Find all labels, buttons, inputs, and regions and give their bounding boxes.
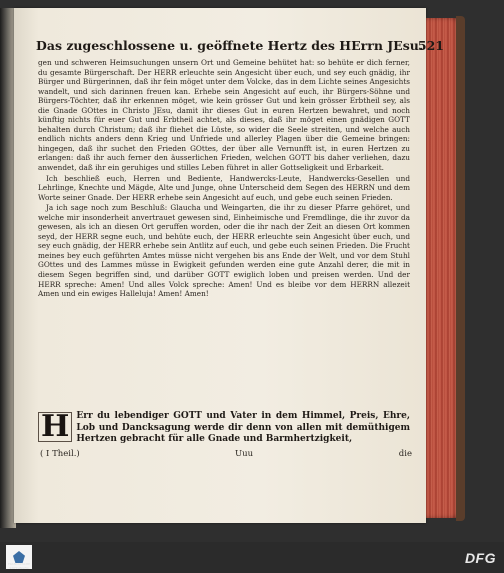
prayer-text: Err du lebendiger GOTT und Vater in dem Himmel, Preis, Ehre, Lob und Dancksagung werde dir denn von allen mit demüthigem Hertzen gebracht für alle Gnade und Barmhertzigkeit, [76, 411, 410, 444]
decorated-initial: H [38, 412, 72, 442]
catchword: die [398, 449, 412, 459]
paragraph: gen und schweren Heimsuchungen unsern Ort und Gemeine behütet hat: so behüte er dich ferner, du gesamte Bürgerschaft. Der HERR erleuchte sein Angesicht über euch, und sey euch gnädig, ihr Bürger und Bürgerinnen, daß ihr fein möget unter dem Volcke, das in dem Lichte seines Angesichts wandelt, und sich darinnen freuen kan. Erhebe sein Angesicht auf euch, ihr Bürgers-Söhne und Bürgers-Töchter, daß ihr erkennen möget, wie kein grösser Gut und kein grösser Erbtheil sey, als die Gnade GOttes in Christo JEsu, damit ihr dieses Gut in euren Hertzen bewahret, und noch künftig nichts für euer Gut und Erbtheil achtet, als dieses, daß ihr möget einen gnädigen GOTT behalten durch Christum; daß ihr fliehet die Lüste, so wider die Seele streiten, und welche auch endlich nichts anders denn Krieg und Unfriede und allerley Plagen über die Gemeine bringen: hingegen, daß ihr suchet den Frieden GOttes, der über alle Vernunfft ist, in euren Hertzen zu erlangen: daß ihr auch ferner den äusserlichen Frieden, welchen GOTT bis daher verliehen, dazu anwendet, daß ihr ein geruhiges und stilles Leben führet in aller Gottseligkeit und Erbarkeit. [38, 58, 410, 173]
paragraph: Ja ich sage noch zum Beschluß: Glaucha und Weingarten, die ihr zu dieser Pfarre gehöret, und welche mir insonderheit anvertrauet gewesen sind, Einheimische und Fremdlinge, die ihr zuvor da gewesen, als ich an diesen Ort geruffen worden, oder die ihr nach der Zeit an diesen Ort kommen seyd, der HERR segne euch, und behüte euch, der HERR erleuchte sein Angesicht über euch, und sey euch gnädig, der HERR erhebe sein Antlitz auf euch, und gebe euch seinen Frieden. Die Frucht meines bey euch geführten Amtes müsse nicht vergehen bis ans Ende der Welt, und vor dem Stuhl GOttes und des Lammes müsse in Ewigkeit gefunden werden eine gute Anzahl derer, die mit in diesem Segen begriffen sind, und darüber GOTT ewiglich loben und preisen werden. Und der HERR spreche: Amen! Und alles Volck spreche: Amen! Und es bleibe vor dem HERRN allezeit Amen und ein ewiges Halleluja! Amen! Amen! [38, 203, 410, 299]
running-head [36, 38, 444, 53]
prayer-paragraph [38, 411, 410, 446]
institution-logo-text: FRANCKESCHE STIFTUNGEN [7, 562, 31, 570]
volume-signature: ( I Theil.) [40, 449, 80, 459]
page-body [38, 58, 410, 300]
book-cover-edge [456, 16, 465, 521]
dfg-logo[interactable]: DFG [464, 550, 496, 566]
paragraph: Ich beschließ euch, Herren und Bediente, Handwercks-Leute, Handwercks-Gesellen und Lehrlinge, Knechte und Mägde, Alte und Junge, ohne Unterscheid dem Segen des HERRN und dem Worte seiner Gnade. Der HERR erhebe sein Angesicht auf euch, und gebe euch seinen Frieden. [38, 173, 410, 202]
running-head-title: Das zugeschlossene u. geöffnete Hertz des HErrn JEsu. [36, 38, 424, 53]
viewer-footer-bar [0, 542, 504, 573]
book-fore-edge [417, 18, 460, 518]
sheet-signature: Uuu [235, 449, 254, 459]
page-number: 521 [417, 38, 444, 53]
